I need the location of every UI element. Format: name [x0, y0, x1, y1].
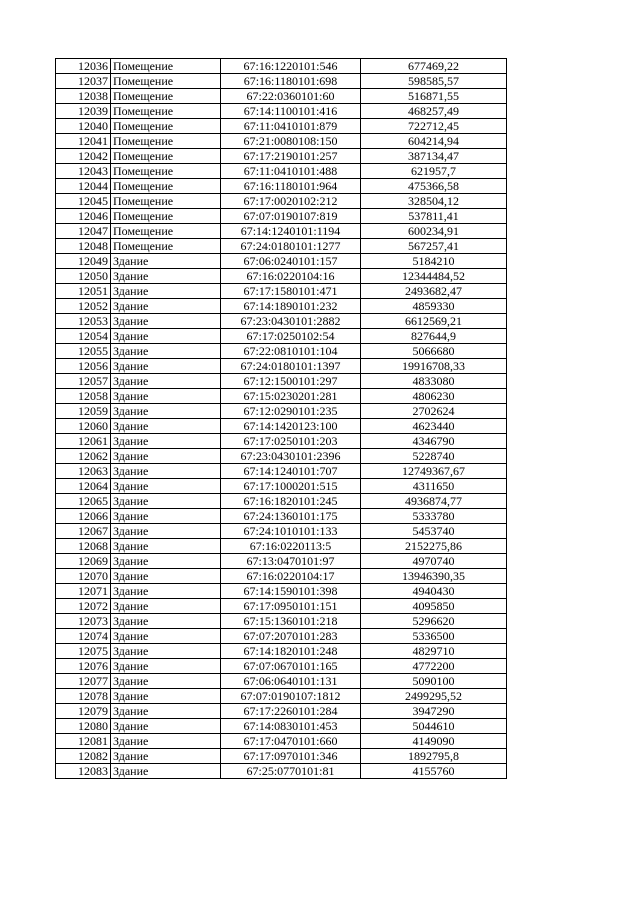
row-number-cell: 12046 [56, 209, 111, 224]
row-number-cell: 12074 [56, 629, 111, 644]
cadastral-value-cell: 13946390,35 [361, 569, 507, 584]
object-type-cell: Здание [111, 344, 221, 359]
row-number-cell: 12036 [56, 59, 111, 74]
table-row [56, 704, 507, 719]
cadastral-number-cell: 67:16:1220101:546 [221, 59, 361, 74]
cadastral-number-cell: 67:24:0180101:1277 [221, 239, 361, 254]
object-type-cell: Здание [111, 269, 221, 284]
table-row [56, 374, 507, 389]
cadastral-value-cell: 4806230 [361, 389, 507, 404]
object-type-cell: Здание [111, 719, 221, 734]
object-type-cell: Здание [111, 569, 221, 584]
row-number-cell: 12052 [56, 299, 111, 314]
row-number-cell: 12063 [56, 464, 111, 479]
table-row [56, 719, 507, 734]
object-type-cell: Здание [111, 314, 221, 329]
table-row [56, 239, 507, 254]
cadastral-value-cell: 5044610 [361, 719, 507, 734]
row-number-cell: 12047 [56, 224, 111, 239]
cadastral-value-cell: 4859330 [361, 299, 507, 314]
object-type-cell: Здание [111, 389, 221, 404]
row-number-cell: 12065 [56, 494, 111, 509]
cadastral-number-cell: 67:14:1890101:232 [221, 299, 361, 314]
row-number-cell: 12072 [56, 599, 111, 614]
cadastral-value-cell: 387134,47 [361, 149, 507, 164]
cadastral-value-cell: 4940430 [361, 584, 507, 599]
table-row [56, 614, 507, 629]
row-number-cell: 12081 [56, 734, 111, 749]
cadastral-number-cell: 67:07:2070101:283 [221, 629, 361, 644]
cadastral-number-cell: 67:17:2190101:257 [221, 149, 361, 164]
cadastral-value-cell: 19916708,33 [361, 359, 507, 374]
table-row [56, 434, 507, 449]
row-number-cell: 12082 [56, 749, 111, 764]
row-number-cell: 12061 [56, 434, 111, 449]
table-row [56, 299, 507, 314]
table-row [56, 644, 507, 659]
row-number-cell: 12077 [56, 674, 111, 689]
table-row [56, 674, 507, 689]
cadastral-number-cell: 67:13:0470101:97 [221, 554, 361, 569]
row-number-cell: 12049 [56, 254, 111, 269]
cadastral-value-cell: 722712,45 [361, 119, 507, 134]
cadastral-number-cell: 67:17:0250101:203 [221, 434, 361, 449]
row-number-cell: 12038 [56, 89, 111, 104]
table-row [56, 464, 507, 479]
cadastral-value-cell: 4970740 [361, 554, 507, 569]
table-row [56, 269, 507, 284]
cadastral-number-cell: 67:14:1240101:707 [221, 464, 361, 479]
cadastral-number-cell: 67:12:0290101:235 [221, 404, 361, 419]
object-type-cell: Здание [111, 659, 221, 674]
cadastral-value-cell: 4936874,77 [361, 494, 507, 509]
cadastral-value-cell: 3947290 [361, 704, 507, 719]
cadastral-number-cell: 67:06:0640101:131 [221, 674, 361, 689]
object-type-cell: Здание [111, 749, 221, 764]
object-type-cell: Помещение [111, 104, 221, 119]
cadastral-number-cell: 67:16:0220104:16 [221, 269, 361, 284]
object-type-cell: Здание [111, 614, 221, 629]
table-row [56, 149, 507, 164]
table-row [56, 479, 507, 494]
cadastral-number-cell: 67:14:0830101:453 [221, 719, 361, 734]
cadastral-value-cell: 4311650 [361, 479, 507, 494]
cadastral-value-cell: 5296620 [361, 614, 507, 629]
object-type-cell: Помещение [111, 224, 221, 239]
cadastral-value-cell: 598585,57 [361, 74, 507, 89]
cadastral-number-cell: 67:24:1010101:133 [221, 524, 361, 539]
row-number-cell: 12067 [56, 524, 111, 539]
table-row [56, 119, 507, 134]
cadastral-value-cell: 604214,94 [361, 134, 507, 149]
table-row [56, 749, 507, 764]
cadastral-number-cell: 67:24:1360101:175 [221, 509, 361, 524]
cadastral-number-cell: 67:17:1580101:471 [221, 284, 361, 299]
cadastral-number-cell: 67:17:0250102:54 [221, 329, 361, 344]
cadastral-number-cell: 67:14:1820101:248 [221, 644, 361, 659]
cadastral-number-cell: 67:16:0220104:17 [221, 569, 361, 584]
row-number-cell: 12051 [56, 284, 111, 299]
cadastral-number-cell: 67:07:0190107:819 [221, 209, 361, 224]
object-type-cell: Здание [111, 554, 221, 569]
row-number-cell: 12045 [56, 194, 111, 209]
cadastral-number-cell: 67:17:0950101:151 [221, 599, 361, 614]
cadastral-value-cell: 2152275,86 [361, 539, 507, 554]
object-type-cell: Здание [111, 674, 221, 689]
cadastral-value-cell: 5333780 [361, 509, 507, 524]
row-number-cell: 12040 [56, 119, 111, 134]
table-row [56, 164, 507, 179]
cadastral-value-cell: 12344484,52 [361, 269, 507, 284]
row-number-cell: 12054 [56, 329, 111, 344]
object-type-cell: Здание [111, 524, 221, 539]
cadastral-value-cell: 4095850 [361, 599, 507, 614]
registry-table [55, 58, 507, 779]
cadastral-number-cell: 67:22:0360101:60 [221, 89, 361, 104]
object-type-cell: Помещение [111, 149, 221, 164]
object-type-cell: Помещение [111, 119, 221, 134]
table-row [56, 389, 507, 404]
cadastral-value-cell: 6612569,21 [361, 314, 507, 329]
object-type-cell: Здание [111, 419, 221, 434]
cadastral-number-cell: 67:16:1180101:698 [221, 74, 361, 89]
cadastral-value-cell: 5453740 [361, 524, 507, 539]
object-type-cell: Здание [111, 359, 221, 374]
cadastral-number-cell: 67:14:1420123:100 [221, 419, 361, 434]
cadastral-number-cell: 67:17:0970101:346 [221, 749, 361, 764]
row-number-cell: 12042 [56, 149, 111, 164]
object-type-cell: Здание [111, 374, 221, 389]
table-row [56, 359, 507, 374]
row-number-cell: 12066 [56, 509, 111, 524]
row-number-cell: 12069 [56, 554, 111, 569]
object-type-cell: Здание [111, 644, 221, 659]
table-row [56, 329, 507, 344]
object-type-cell: Здание [111, 299, 221, 314]
table-row [56, 449, 507, 464]
cadastral-value-cell: 827644,9 [361, 329, 507, 344]
object-type-cell: Здание [111, 584, 221, 599]
row-number-cell: 12080 [56, 719, 111, 734]
cadastral-value-cell: 468257,49 [361, 104, 507, 119]
cadastral-number-cell: 67:24:0180101:1397 [221, 359, 361, 374]
row-number-cell: 12043 [56, 164, 111, 179]
row-number-cell: 12064 [56, 479, 111, 494]
table-row [56, 59, 507, 74]
cadastral-value-cell: 2499295,52 [361, 689, 507, 704]
object-type-cell: Здание [111, 599, 221, 614]
table-row [56, 689, 507, 704]
row-number-cell: 12056 [56, 359, 111, 374]
cadastral-number-cell: 67:15:1360101:218 [221, 614, 361, 629]
table-row [56, 74, 507, 89]
cadastral-number-cell: 67:14:1590101:398 [221, 584, 361, 599]
cadastral-value-cell: 328504,12 [361, 194, 507, 209]
table-row [56, 209, 507, 224]
table-row [56, 629, 507, 644]
row-number-cell: 12073 [56, 614, 111, 629]
cadastral-value-cell: 516871,55 [361, 89, 507, 104]
cadastral-number-cell: 67:21:0080108:150 [221, 134, 361, 149]
cadastral-number-cell: 67:23:0430101:2882 [221, 314, 361, 329]
cadastral-number-cell: 67:06:0240101:157 [221, 254, 361, 269]
table-row [56, 584, 507, 599]
object-type-cell: Помещение [111, 179, 221, 194]
object-type-cell: Здание [111, 434, 221, 449]
cadastral-value-cell: 4829710 [361, 644, 507, 659]
object-type-cell: Здание [111, 254, 221, 269]
cadastral-value-cell: 4833080 [361, 374, 507, 389]
table-row [56, 494, 507, 509]
object-type-cell: Здание [111, 629, 221, 644]
table-row [56, 224, 507, 239]
row-number-cell: 12057 [56, 374, 111, 389]
row-number-cell: 12062 [56, 449, 111, 464]
cadastral-number-cell: 67:16:1820101:245 [221, 494, 361, 509]
row-number-cell: 12060 [56, 419, 111, 434]
cadastral-number-cell: 67:14:1100101:416 [221, 104, 361, 119]
object-type-cell: Здание [111, 404, 221, 419]
object-type-cell: Здание [111, 734, 221, 749]
table-row [56, 194, 507, 209]
object-type-cell: Здание [111, 539, 221, 554]
row-number-cell: 12041 [56, 134, 111, 149]
table-row [56, 734, 507, 749]
table-row [56, 599, 507, 614]
cadastral-value-cell: 5336500 [361, 629, 507, 644]
object-type-cell: Здание [111, 509, 221, 524]
row-number-cell: 12044 [56, 179, 111, 194]
cadastral-value-cell: 2493682,47 [361, 284, 507, 299]
object-type-cell: Здание [111, 494, 221, 509]
row-number-cell: 12059 [56, 404, 111, 419]
cadastral-number-cell: 67:17:2260101:284 [221, 704, 361, 719]
row-number-cell: 12071 [56, 584, 111, 599]
row-number-cell: 12039 [56, 104, 111, 119]
cadastral-number-cell: 67:16:0220113:5 [221, 539, 361, 554]
object-type-cell: Здание [111, 464, 221, 479]
row-number-cell: 12053 [56, 314, 111, 329]
cadastral-number-cell: 67:16:1180101:964 [221, 179, 361, 194]
object-type-cell: Помещение [111, 89, 221, 104]
cadastral-value-cell: 5090100 [361, 674, 507, 689]
table-row [56, 419, 507, 434]
cadastral-number-cell: 67:17:0470101:660 [221, 734, 361, 749]
object-type-cell: Помещение [111, 134, 221, 149]
cadastral-value-cell: 1892795,8 [361, 749, 507, 764]
table-row [56, 284, 507, 299]
object-type-cell: Помещение [111, 164, 221, 179]
cadastral-number-cell: 67:22:0810101:104 [221, 344, 361, 359]
object-type-cell: Помещение [111, 59, 221, 74]
cadastral-number-cell: 67:12:1500101:297 [221, 374, 361, 389]
table-row [56, 179, 507, 194]
object-type-cell: Здание [111, 329, 221, 344]
cadastral-value-cell: 5228740 [361, 449, 507, 464]
cadastral-number-cell: 67:23:0430101:2396 [221, 449, 361, 464]
cadastral-number-cell: 67:15:0230201:281 [221, 389, 361, 404]
row-number-cell: 12070 [56, 569, 111, 584]
row-number-cell: 12075 [56, 644, 111, 659]
object-type-cell: Помещение [111, 239, 221, 254]
table-row [56, 764, 507, 779]
cadastral-number-cell: 67:17:1000201:515 [221, 479, 361, 494]
cadastral-value-cell: 537811,41 [361, 209, 507, 224]
table-row [56, 104, 507, 119]
registry-table-body [56, 59, 507, 779]
cadastral-value-cell: 4772200 [361, 659, 507, 674]
object-type-cell: Здание [111, 689, 221, 704]
table-row [56, 659, 507, 674]
cadastral-number-cell: 67:25:0770101:81 [221, 764, 361, 779]
object-type-cell: Помещение [111, 209, 221, 224]
cadastral-value-cell: 600234,91 [361, 224, 507, 239]
cadastral-value-cell: 567257,41 [361, 239, 507, 254]
cadastral-value-cell: 475366,58 [361, 179, 507, 194]
table-row [56, 554, 507, 569]
table-row [56, 134, 507, 149]
row-number-cell: 12055 [56, 344, 111, 359]
row-number-cell: 12050 [56, 269, 111, 284]
cadastral-value-cell: 5066680 [361, 344, 507, 359]
table-row [56, 524, 507, 539]
cadastral-value-cell: 621957,7 [361, 164, 507, 179]
table-row [56, 569, 507, 584]
table-row [56, 539, 507, 554]
table-row [56, 404, 507, 419]
cadastral-value-cell: 677469,22 [361, 59, 507, 74]
table-row [56, 314, 507, 329]
object-type-cell: Здание [111, 479, 221, 494]
cadastral-value-cell: 2702624 [361, 404, 507, 419]
object-type-cell: Здание [111, 449, 221, 464]
cadastral-value-cell: 4149090 [361, 734, 507, 749]
cadastral-number-cell: 67:07:0670101:165 [221, 659, 361, 674]
cadastral-number-cell: 67:11:0410101:488 [221, 164, 361, 179]
row-number-cell: 12048 [56, 239, 111, 254]
cadastral-value-cell: 12749367,67 [361, 464, 507, 479]
table-row [56, 89, 507, 104]
row-number-cell: 12083 [56, 764, 111, 779]
cadastral-number-cell: 67:17:0020102:212 [221, 194, 361, 209]
row-number-cell: 12079 [56, 704, 111, 719]
table-row [56, 509, 507, 524]
object-type-cell: Помещение [111, 194, 221, 209]
object-type-cell: Здание [111, 764, 221, 779]
cadastral-value-cell: 5184210 [361, 254, 507, 269]
row-number-cell: 12068 [56, 539, 111, 554]
cadastral-number-cell: 67:11:0410101:879 [221, 119, 361, 134]
row-number-cell: 12058 [56, 389, 111, 404]
cadastral-value-cell: 4623440 [361, 419, 507, 434]
object-type-cell: Здание [111, 284, 221, 299]
row-number-cell: 12076 [56, 659, 111, 674]
cadastral-number-cell: 67:14:1240101:1194 [221, 224, 361, 239]
cadastral-number-cell: 67:07:0190107:1812 [221, 689, 361, 704]
table-row [56, 344, 507, 359]
object-type-cell: Здание [111, 704, 221, 719]
object-type-cell: Помещение [111, 74, 221, 89]
cadastral-value-cell: 4155760 [361, 764, 507, 779]
cadastral-value-cell: 4346790 [361, 434, 507, 449]
table-row [56, 254, 507, 269]
row-number-cell: 12037 [56, 74, 111, 89]
row-number-cell: 12078 [56, 689, 111, 704]
